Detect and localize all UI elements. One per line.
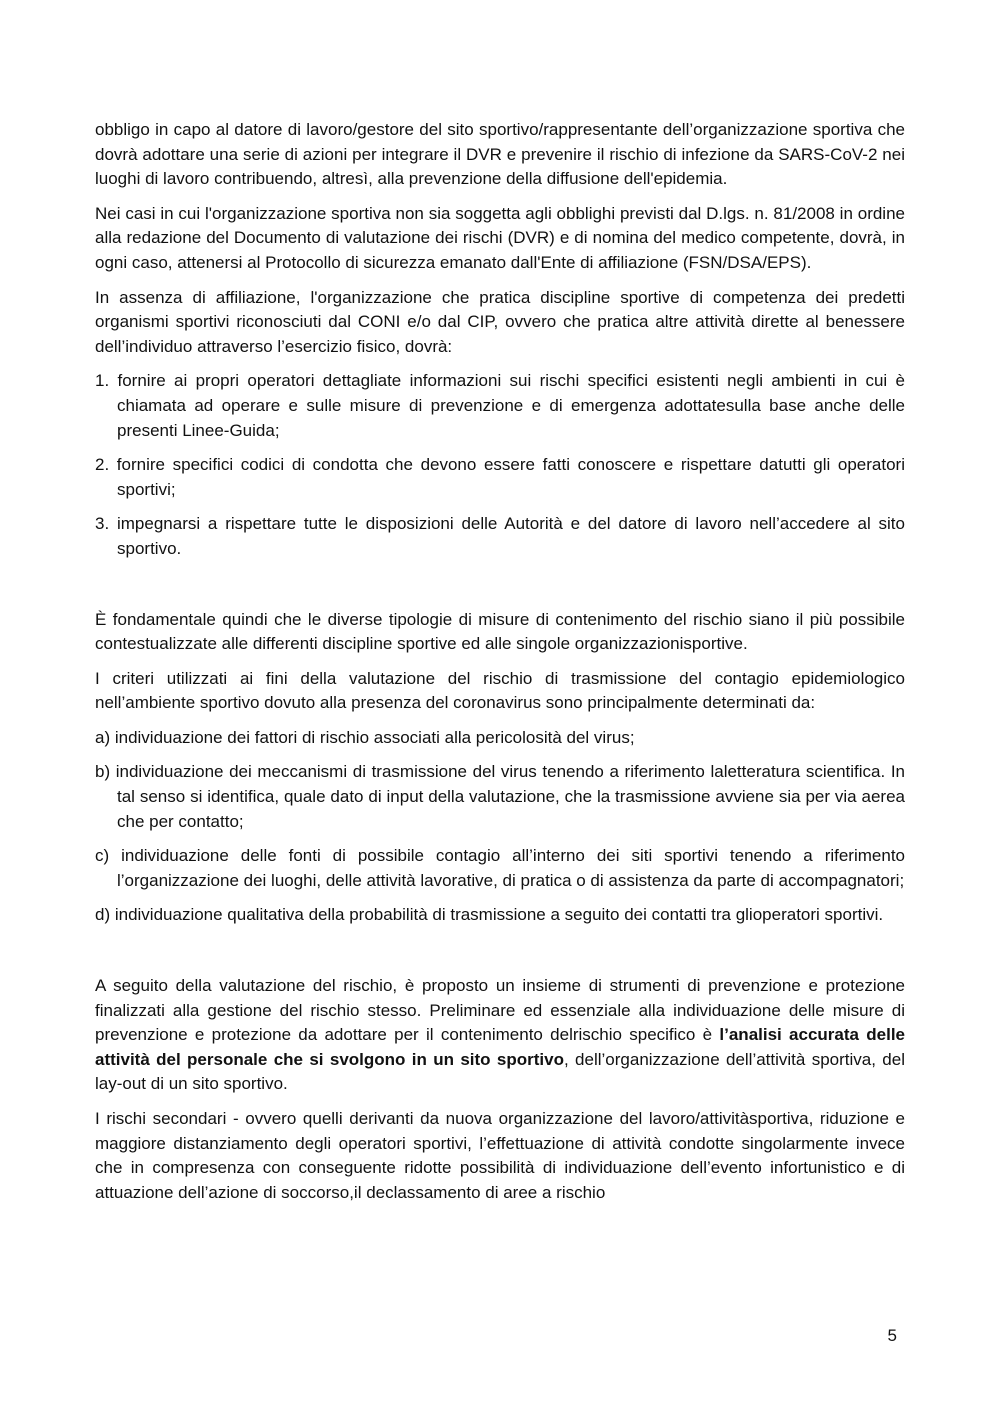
list-item: 1. fornire ai propri operatori dettagliate informazioni sui rischi specifici esistenti negli ambienti in cui è chiamata ad operare e sulle misure di prevenzione e di emergenza adottatesulla base anche delle presenti Linee-Guida; xyxy=(95,371,905,440)
list-item: a) individuazione dei fattori di rischio associati alla pericolosità del virus; xyxy=(95,727,635,747)
list-item: d) individuazione qualitativa della probabilità di trasmissione a seguito dei contatti tra glioperatori sportivi. xyxy=(95,905,884,925)
list-item: 2. fornire specifici codici di condotta che devono essere fatti conoscere e rispettare datutti gli operatori sportivi; xyxy=(95,455,905,499)
paragraph-secondary-risks: I rischi secondari - ovvero quelli derivanti da nuova organizzazione del lavoro/attivitàsportiva, riduzione e maggiore distanziamento degli operatori sportivi, l’effettuazione di attività condotte singolarmente invece che in compresenza con conseguente ridotte possibilità di individuazione dell’evento infortunistico e di attuazione dell’azione di soccorso,il declassamento di aree a rischio xyxy=(95,1109,905,1202)
list-item: 3. impegnarsi a rispettare tutte le disposizioni delle Autorità e del datore di lavoro nell’accedere al sito sportivo. xyxy=(95,514,905,558)
obligations-list xyxy=(95,369,905,561)
page-body xyxy=(95,118,905,1215)
criteria-list xyxy=(95,726,905,928)
text-segment: , dell’organizzazione dell’attività sportiva, del lay-out di un sito sportivo. xyxy=(95,1049,905,1094)
paragraph-risk-evaluation xyxy=(95,974,905,1097)
page-number: 5 xyxy=(887,1326,897,1345)
paragraph-non-affiliated: Nei casi in cui l'organizzazione sportiva non sia soggetta agli obblighi previsti dal D.lgs. n. 81/2008 in ordine alla redazione del Documento di valutazione dei rischi (DVR) e di nomina del medico competente, dovrà, in ogni caso, attenersi al Protocollo di sicurezza emanato dall'Ente di affiliazione (FSN/DSA/EPS). xyxy=(95,203,905,272)
paragraph-absence-affiliation: In assenza di affiliazione, l'organizzazione che pratica discipline sportive di competenza dei predetti organismi sportivi riconosciuti dal CONI e/o dal CIP, ovvero che pratica altre attività dirette al benessere dell’individuo attraverso l’esercizio fisico, dovrà: xyxy=(95,287,905,356)
section-gap xyxy=(95,938,905,974)
paragraph-criteria: I criteri utilizzati ai fini della valutazione del rischio di trasmissione del contagio epidemiologico nell’ambiente sportivo dovuto alla presenza del coronavirus sono principalmente determinati da: xyxy=(95,668,905,713)
paragraph-fundamental: È fondamentale quindi che le diverse tipologie di misure di contenimento del rischio siano il più possibile contestualizzate alle differenti discipline sportive ed alle singole organizzazionisportive. xyxy=(95,609,905,654)
list-item: c) individuazione delle fonti di possibile contagio all’interno dei siti sportivi tenendo a riferimento l’organizzazione dei luoghi, delle attività lavorative, di pratica o di assistenza da parte di accompagnatori; xyxy=(95,846,905,890)
paragraph-obligation: obbligo in capo al datore di lavoro/gestore del sito sportivo/rappresentante dell’organizzazione sportiva che dovrà adottare una serie di azioni per integrare il DVR e prevenire il rischio di infezione da SARS-CoV-2 nei luoghi di lavoro contribuendo, altresì, alla prevenzione della diffusione dell'epidemia. xyxy=(95,120,905,189)
section-gap xyxy=(95,572,905,608)
text-segment: A seguito della valutazione del rischio, è proposto un insieme di strumenti di prevenzione e protezione finalizzati alla gestione del rischio stesso. Preliminare ed essenziale alla individuazione delle misure di prevenzione e protezione da adottare per il contenimento delrischio specifico è xyxy=(95,976,905,1045)
bold-emphasis: l’analisi accurata delle attività del personale che si svolgono in un sito sportivo xyxy=(95,1025,905,1069)
list-item: b) individuazione dei meccanismi di trasmissione del virus tenendo a riferimento laletteratura scientifica. In tal senso si identifica, quale dato di input della valutazione, che la trasmissione avviene sia per via aerea che per contatto; xyxy=(95,762,905,831)
